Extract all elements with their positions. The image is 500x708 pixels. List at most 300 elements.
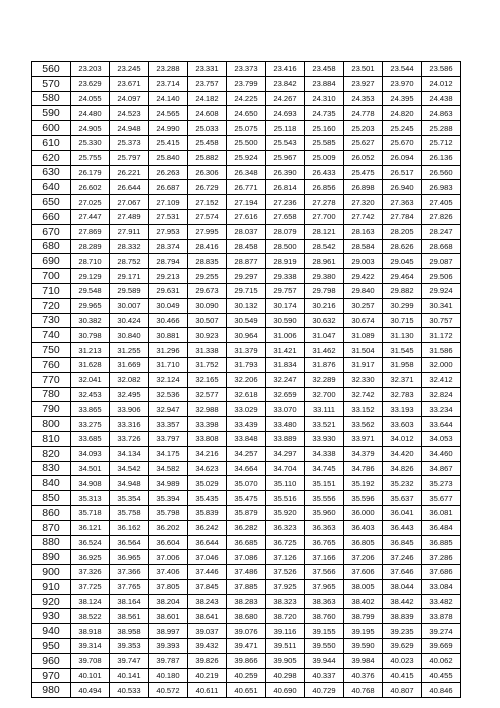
value-cell: 30.216: [305, 298, 344, 313]
value-cell: 36.965: [110, 550, 149, 565]
value-cell: 29.045: [383, 254, 422, 269]
value-cell: 24.480: [71, 106, 110, 121]
table-row: [32, 594, 461, 609]
value-cell: 33.848: [227, 431, 266, 446]
value-cell: 40.259: [227, 668, 266, 683]
row-key-cell: 980: [32, 683, 71, 698]
value-cell: 23.884: [305, 76, 344, 91]
value-cell: 37.246: [383, 550, 422, 565]
value-cell: 36.041: [383, 505, 422, 520]
value-cell: 39.787: [149, 653, 188, 668]
table-row: [32, 254, 461, 269]
value-cell: 29.087: [422, 254, 461, 269]
value-cell: 32.783: [383, 387, 422, 402]
value-cell: 31.213: [71, 343, 110, 358]
value-cell: 29.798: [305, 283, 344, 298]
value-cell: 37.925: [266, 579, 305, 594]
value-cell: 35.516: [266, 491, 305, 506]
value-cell: 38.997: [149, 624, 188, 639]
value-cell: 27.278: [305, 195, 344, 210]
value-cell: 37.446: [188, 565, 227, 580]
value-cell: 24.565: [149, 106, 188, 121]
value-cell: 38.124: [71, 594, 110, 609]
value-cell: 30.257: [344, 298, 383, 313]
row-key-cell: 750: [32, 343, 71, 358]
table-row: [32, 476, 461, 491]
value-cell: 39.866: [227, 653, 266, 668]
value-cell: 25.203: [344, 121, 383, 136]
value-cell: 28.919: [266, 254, 305, 269]
value-cell: 33.603: [383, 417, 422, 432]
value-cell: 36.845: [383, 535, 422, 550]
value-cell: 32.700: [305, 387, 344, 402]
value-cell: 31.834: [266, 357, 305, 372]
value-cell: 37.805: [149, 579, 188, 594]
value-cell: 26.687: [149, 180, 188, 195]
value-cell: 24.225: [227, 91, 266, 106]
value-cell: 36.081: [422, 505, 461, 520]
table-row: [32, 639, 461, 654]
value-cell: 38.680: [227, 609, 266, 624]
value-cell: 31.130: [383, 328, 422, 343]
value-cell: 25.924: [227, 150, 266, 165]
row-key-cell: 870: [32, 520, 71, 535]
value-cell: 33.029: [227, 402, 266, 417]
value-cell: 25.840: [149, 150, 188, 165]
value-cell: 37.406: [149, 565, 188, 580]
value-cell: 32.082: [110, 372, 149, 387]
value-cell: 40.180: [149, 668, 188, 683]
table-row: [32, 683, 461, 698]
value-cell: 38.283: [227, 594, 266, 609]
value-cell: 30.632: [305, 313, 344, 328]
value-cell: 27.152: [188, 195, 227, 210]
table-row: [32, 446, 461, 461]
value-cell: 31.586: [422, 343, 461, 358]
value-cell: 39.037: [188, 624, 227, 639]
value-cell: 29.213: [149, 269, 188, 284]
value-cell: 30.174: [266, 298, 305, 313]
value-cell: 30.923: [188, 328, 227, 343]
value-cell: 34.338: [305, 446, 344, 461]
value-cell: 31.089: [344, 328, 383, 343]
value-cell: 40.062: [422, 653, 461, 668]
value-cell: 28.374: [149, 239, 188, 254]
value-cell: 26.052: [344, 150, 383, 165]
value-cell: 35.394: [149, 491, 188, 506]
table-row: [32, 106, 461, 121]
value-cell: 35.354: [110, 491, 149, 506]
value-cell: 27.826: [422, 209, 461, 224]
value-cell: 31.006: [266, 328, 305, 343]
row-key-cell: 940: [32, 624, 71, 639]
value-cell: 32.206: [227, 372, 266, 387]
value-cell: 24.735: [305, 106, 344, 121]
table-row: [32, 505, 461, 520]
value-cell: 40.219: [188, 668, 227, 683]
value-cell: 30.090: [188, 298, 227, 313]
value-cell: 39.826: [188, 653, 227, 668]
value-cell: 26.348: [227, 165, 266, 180]
value-cell: 28.584: [344, 239, 383, 254]
value-cell: 28.458: [227, 239, 266, 254]
value-cell: 26.940: [383, 180, 422, 195]
value-cell: 26.983: [422, 180, 461, 195]
value-cell: 33.971: [344, 431, 383, 446]
value-cell: 33.726: [110, 431, 149, 446]
value-cell: 28.500: [266, 239, 305, 254]
value-cell: 35.637: [383, 491, 422, 506]
value-cell: 26.729: [188, 180, 227, 195]
value-cell: 34.012: [383, 431, 422, 446]
value-cell: 30.590: [266, 313, 305, 328]
value-cell: 39.155: [305, 624, 344, 639]
value-cell: 27.911: [110, 224, 149, 239]
value-cell: 39.314: [71, 639, 110, 654]
value-cell: 25.882: [188, 150, 227, 165]
value-cell: 32.536: [149, 387, 188, 402]
table-row: [32, 269, 461, 284]
value-cell: 33.644: [422, 417, 461, 432]
value-cell: 28.247: [422, 224, 461, 239]
value-cell: 35.920: [266, 505, 305, 520]
value-cell: 40.572: [149, 683, 188, 698]
value-cell: 34.582: [149, 461, 188, 476]
value-cell: 24.097: [110, 91, 149, 106]
value-cell: 30.007: [110, 298, 149, 313]
value-cell: 26.221: [110, 165, 149, 180]
value-cell: 33.084: [422, 579, 461, 594]
value-cell: 37.366: [110, 565, 149, 580]
value-cell: 31.793: [227, 357, 266, 372]
value-cell: 25.458: [188, 135, 227, 150]
value-cell: 39.550: [305, 639, 344, 654]
value-cell: 38.958: [110, 624, 149, 639]
row-key-cell: 600: [32, 121, 71, 136]
value-cell: 24.990: [149, 121, 188, 136]
value-cell: 30.674: [344, 313, 383, 328]
value-cell: 36.323: [266, 520, 305, 535]
row-key-cell: 660: [32, 209, 71, 224]
value-cell: 33.797: [149, 431, 188, 446]
table-row: [32, 579, 461, 594]
value-cell: 38.363: [305, 594, 344, 609]
value-cell: 27.405: [422, 195, 461, 210]
value-cell: 38.243: [188, 594, 227, 609]
value-cell: 32.659: [266, 387, 305, 402]
value-cell: 37.686: [422, 565, 461, 580]
value-cell: 28.668: [422, 239, 461, 254]
value-cell: 32.124: [149, 372, 188, 387]
value-cell: 39.195: [344, 624, 383, 639]
value-cell: 32.247: [266, 372, 305, 387]
value-cell: 28.794: [149, 254, 188, 269]
value-cell: 23.458: [305, 62, 344, 77]
value-cell: 35.758: [110, 505, 149, 520]
value-cell: 40.768: [344, 683, 383, 698]
value-cell: 26.263: [149, 165, 188, 180]
table-row: [32, 224, 461, 239]
value-cell: 26.390: [266, 165, 305, 180]
value-cell: 31.296: [149, 343, 188, 358]
table-row: [32, 387, 461, 402]
value-cell: 28.416: [188, 239, 227, 254]
value-cell: 27.320: [344, 195, 383, 210]
table-row: [32, 624, 461, 639]
value-cell: 23.629: [71, 76, 110, 91]
value-cell: 35.475: [227, 491, 266, 506]
value-cell: 39.393: [149, 639, 188, 654]
value-cell: 38.760: [305, 609, 344, 624]
value-cell: 37.845: [188, 579, 227, 594]
value-cell: 33.439: [227, 417, 266, 432]
value-cell: 40.533: [110, 683, 149, 698]
table-row: [32, 431, 461, 446]
value-cell: 28.542: [305, 239, 344, 254]
value-cell: 40.141: [110, 668, 149, 683]
value-cell: 36.363: [305, 520, 344, 535]
row-key-cell: 830: [32, 461, 71, 476]
value-cell: 27.700: [305, 209, 344, 224]
value-cell: 26.856: [305, 180, 344, 195]
row-key-cell: 810: [32, 431, 71, 446]
value-cell: 25.033: [188, 121, 227, 136]
value-cell: 36.925: [71, 550, 110, 565]
value-cell: 37.606: [344, 565, 383, 580]
row-key-cell: 720: [32, 298, 71, 313]
value-cell: 37.765: [110, 579, 149, 594]
value-cell: 23.203: [71, 62, 110, 77]
row-key-cell: 670: [32, 224, 71, 239]
value-cell: 34.297: [266, 446, 305, 461]
value-cell: 40.807: [383, 683, 422, 698]
value-cell: 31.462: [305, 343, 344, 358]
value-cell: 32.000: [422, 357, 461, 372]
value-cell: 30.424: [110, 313, 149, 328]
value-cell: 32.412: [422, 372, 461, 387]
value-cell: 32.371: [383, 372, 422, 387]
table-row: [32, 357, 461, 372]
value-cell: 30.382: [71, 313, 110, 328]
value-cell: 24.693: [266, 106, 305, 121]
value-cell: 27.489: [110, 209, 149, 224]
value-cell: 34.989: [149, 476, 188, 491]
row-key-cell: 770: [32, 372, 71, 387]
value-cell: 24.310: [305, 91, 344, 106]
value-cell: 34.053: [422, 431, 461, 446]
value-cell: 32.289: [305, 372, 344, 387]
value-cell: 26.136: [422, 150, 461, 165]
value-cell: 30.840: [110, 328, 149, 343]
value-cell: 37.046: [188, 550, 227, 565]
value-cell: 30.507: [188, 313, 227, 328]
table-row: [32, 239, 461, 254]
table-row: [32, 402, 461, 417]
row-key-cell: 700: [32, 269, 71, 284]
value-cell: 25.118: [266, 121, 305, 136]
value-cell: 29.380: [305, 269, 344, 284]
value-cell: 39.471: [227, 639, 266, 654]
value-cell: 33.480: [266, 417, 305, 432]
value-cell: 25.415: [149, 135, 188, 150]
value-cell: 34.093: [71, 446, 110, 461]
value-cell: 39.984: [344, 653, 383, 668]
value-cell: 27.869: [71, 224, 110, 239]
value-cell: 38.720: [266, 609, 305, 624]
value-cell: 29.338: [266, 269, 305, 284]
value-cell: 36.685: [227, 535, 266, 550]
value-cell: 26.517: [383, 165, 422, 180]
value-cell: 26.771: [227, 180, 266, 195]
value-cell: 32.824: [422, 387, 461, 402]
table-row: [32, 535, 461, 550]
value-cell: 24.395: [383, 91, 422, 106]
value-cell: 38.641: [188, 609, 227, 624]
data-table: [31, 61, 461, 698]
table-row: [32, 121, 461, 136]
value-cell: 35.596: [344, 491, 383, 506]
value-cell: 38.442: [383, 594, 422, 609]
value-cell: 34.704: [266, 461, 305, 476]
value-cell: 24.140: [149, 91, 188, 106]
value-cell: 25.160: [305, 121, 344, 136]
row-key-cell: 710: [32, 283, 71, 298]
value-cell: 24.353: [344, 91, 383, 106]
row-key-cell: 690: [32, 254, 71, 269]
value-cell: 31.255: [110, 343, 149, 358]
value-cell: 25.670: [383, 135, 422, 150]
value-cell: 28.626: [383, 239, 422, 254]
value-cell: 34.948: [110, 476, 149, 491]
value-cell: 33.562: [344, 417, 383, 432]
value-cell: 31.958: [383, 357, 422, 372]
value-cell: 28.079: [266, 224, 305, 239]
value-cell: 38.522: [71, 609, 110, 624]
value-cell: 32.742: [344, 387, 383, 402]
value-cell: 24.523: [110, 106, 149, 121]
row-key-cell: 860: [32, 505, 71, 520]
value-cell: 27.531: [149, 209, 188, 224]
value-cell: 23.714: [149, 76, 188, 91]
value-cell: 29.715: [227, 283, 266, 298]
value-cell: 39.511: [266, 639, 305, 654]
value-cell: 33.482: [422, 594, 461, 609]
value-cell: 31.421: [266, 343, 305, 358]
value-cell: 33.685: [71, 431, 110, 446]
value-cell: 39.669: [422, 639, 461, 654]
value-cell: 23.927: [344, 76, 383, 91]
value-cell: 24.905: [71, 121, 110, 136]
value-cell: 33.398: [188, 417, 227, 432]
table-row: [32, 91, 461, 106]
value-cell: 38.204: [149, 594, 188, 609]
value-cell: 36.403: [344, 520, 383, 535]
value-cell: 25.755: [71, 150, 110, 165]
value-cell: 29.297: [227, 269, 266, 284]
value-cell: 35.718: [71, 505, 110, 520]
value-cell: 31.917: [344, 357, 383, 372]
value-cell: 35.556: [305, 491, 344, 506]
row-key-cell: 650: [32, 195, 71, 210]
value-cell: 30.881: [149, 328, 188, 343]
table-row: [32, 372, 461, 387]
value-cell: 37.486: [227, 565, 266, 580]
value-cell: 27.109: [149, 195, 188, 210]
value-cell: 39.235: [383, 624, 422, 639]
value-cell: 37.286: [422, 550, 461, 565]
value-cell: 26.898: [344, 180, 383, 195]
value-cell: 32.947: [149, 402, 188, 417]
value-cell: 29.003: [344, 254, 383, 269]
value-cell: 29.589: [110, 283, 149, 298]
value-cell: 37.566: [305, 565, 344, 580]
value-cell: 29.129: [71, 269, 110, 284]
value-cell: 23.586: [422, 62, 461, 77]
table-row: [32, 491, 461, 506]
value-cell: 38.005: [344, 579, 383, 594]
value-cell: 27.236: [266, 195, 305, 210]
value-cell: 33.070: [266, 402, 305, 417]
value-cell: 28.752: [110, 254, 149, 269]
value-cell: 40.376: [344, 668, 383, 683]
value-cell: 28.835: [188, 254, 227, 269]
value-cell: 25.627: [344, 135, 383, 150]
value-cell: 27.194: [227, 195, 266, 210]
value-cell: 40.298: [266, 668, 305, 683]
value-cell: 30.715: [383, 313, 422, 328]
value-cell: 36.604: [149, 535, 188, 550]
value-cell: 37.006: [149, 550, 188, 565]
value-cell: 31.545: [383, 343, 422, 358]
value-cell: 34.420: [383, 446, 422, 461]
value-cell: 38.839: [383, 609, 422, 624]
value-cell: 28.121: [305, 224, 344, 239]
row-key-cell: 800: [32, 417, 71, 432]
value-cell: 35.192: [344, 476, 383, 491]
value-cell: 33.930: [305, 431, 344, 446]
value-cell: 40.846: [422, 683, 461, 698]
value-cell: 31.628: [71, 357, 110, 372]
value-cell: 36.725: [266, 535, 305, 550]
value-cell: 25.245: [383, 121, 422, 136]
value-cell: 40.023: [383, 653, 422, 668]
value-cell: 33.865: [71, 402, 110, 417]
value-cell: 23.331: [188, 62, 227, 77]
value-cell: 28.332: [110, 239, 149, 254]
value-cell: 35.677: [422, 491, 461, 506]
value-cell: 29.506: [422, 269, 461, 284]
table-row: [32, 313, 461, 328]
value-cell: 33.111: [305, 402, 344, 417]
value-cell: 36.121: [71, 520, 110, 535]
row-key-cell: 840: [32, 476, 71, 491]
value-cell: 38.323: [266, 594, 305, 609]
row-key-cell: 790: [32, 402, 71, 417]
value-cell: 26.094: [383, 150, 422, 165]
value-cell: 40.101: [71, 668, 110, 683]
value-cell: 28.037: [227, 224, 266, 239]
value-cell: 33.316: [110, 417, 149, 432]
value-cell: 35.435: [188, 491, 227, 506]
value-cell: 32.495: [110, 387, 149, 402]
value-cell: 36.564: [110, 535, 149, 550]
value-cell: 27.363: [383, 195, 422, 210]
table-row: [32, 520, 461, 535]
value-cell: 40.455: [422, 668, 461, 683]
table-row: [32, 135, 461, 150]
value-cell: 32.330: [344, 372, 383, 387]
value-cell: 36.443: [383, 520, 422, 535]
